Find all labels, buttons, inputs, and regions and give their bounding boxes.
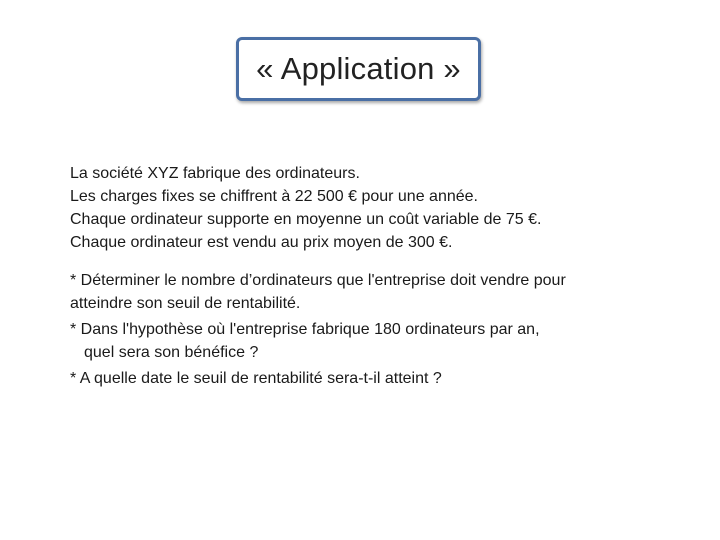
question-line: quel sera son bénéfice ? xyxy=(84,344,259,361)
intro-line: Les charges fixes se chiffrent à 22 500 € pour une année. xyxy=(70,188,478,205)
intro-line: Chaque ordinateur supporte en moyenne un coût variable de 75 €. xyxy=(70,211,542,228)
question-line: * A quelle date le seuil de rentabilité sera-t-il atteint ? xyxy=(70,370,442,387)
slide-body xyxy=(70,162,690,393)
question-line: * Dans l'hypothèse où l'entreprise fabrique 180 ordinateurs par an, xyxy=(70,321,540,338)
question-line: atteindre son seuil de rentabilité. xyxy=(70,295,301,312)
intro-line: La société XYZ fabrique des ordinateurs. xyxy=(70,165,360,182)
question-1 xyxy=(70,269,690,315)
intro-line: Chaque ordinateur est vendu au prix moyen de 300 €. xyxy=(70,234,453,251)
spacer xyxy=(70,254,690,269)
title-box xyxy=(236,37,481,101)
question-line: * Déterminer le nombre d’ordinateurs que l'entreprise doit vendre pour xyxy=(70,272,566,289)
question-3 xyxy=(70,367,690,390)
slide-title: « Application » xyxy=(256,51,461,86)
question-2 xyxy=(70,318,690,364)
